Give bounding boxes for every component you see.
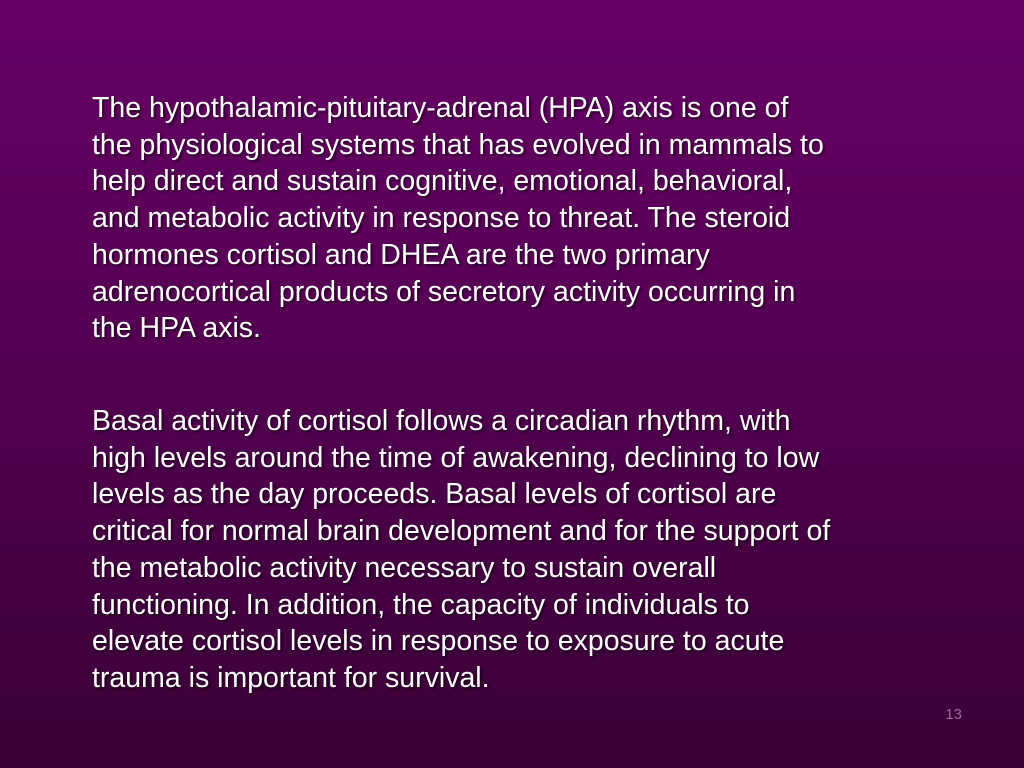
paragraph-hpa-axis: The hypothalamic-pituitary-adrenal (HPA) axis is one of the physiological systems that has evolved in mammals to help direct and sustain cognitive, emotional, behavioral, and metabolic activity in response to threat. The steroid hormones cortisol and DHEA are the two primary adrenocortical products of secretory activity occurring in the HPA axis. [92,92,824,345]
slide-number: 13 [945,706,962,723]
paragraph-basal-cortisol: Basal activity of cortisol follows a circadian rhythm, with high levels around the time of awakening, declining to low levels as the day proceeds. Basal levels of cortisol are critical for normal brain development and for the support of the metabolic activity necessary to sustain overall functioning. In addition, the capacity of individuals to elevate cortisol levels in response to exposure to acute trauma is important for survival. [92,405,831,694]
